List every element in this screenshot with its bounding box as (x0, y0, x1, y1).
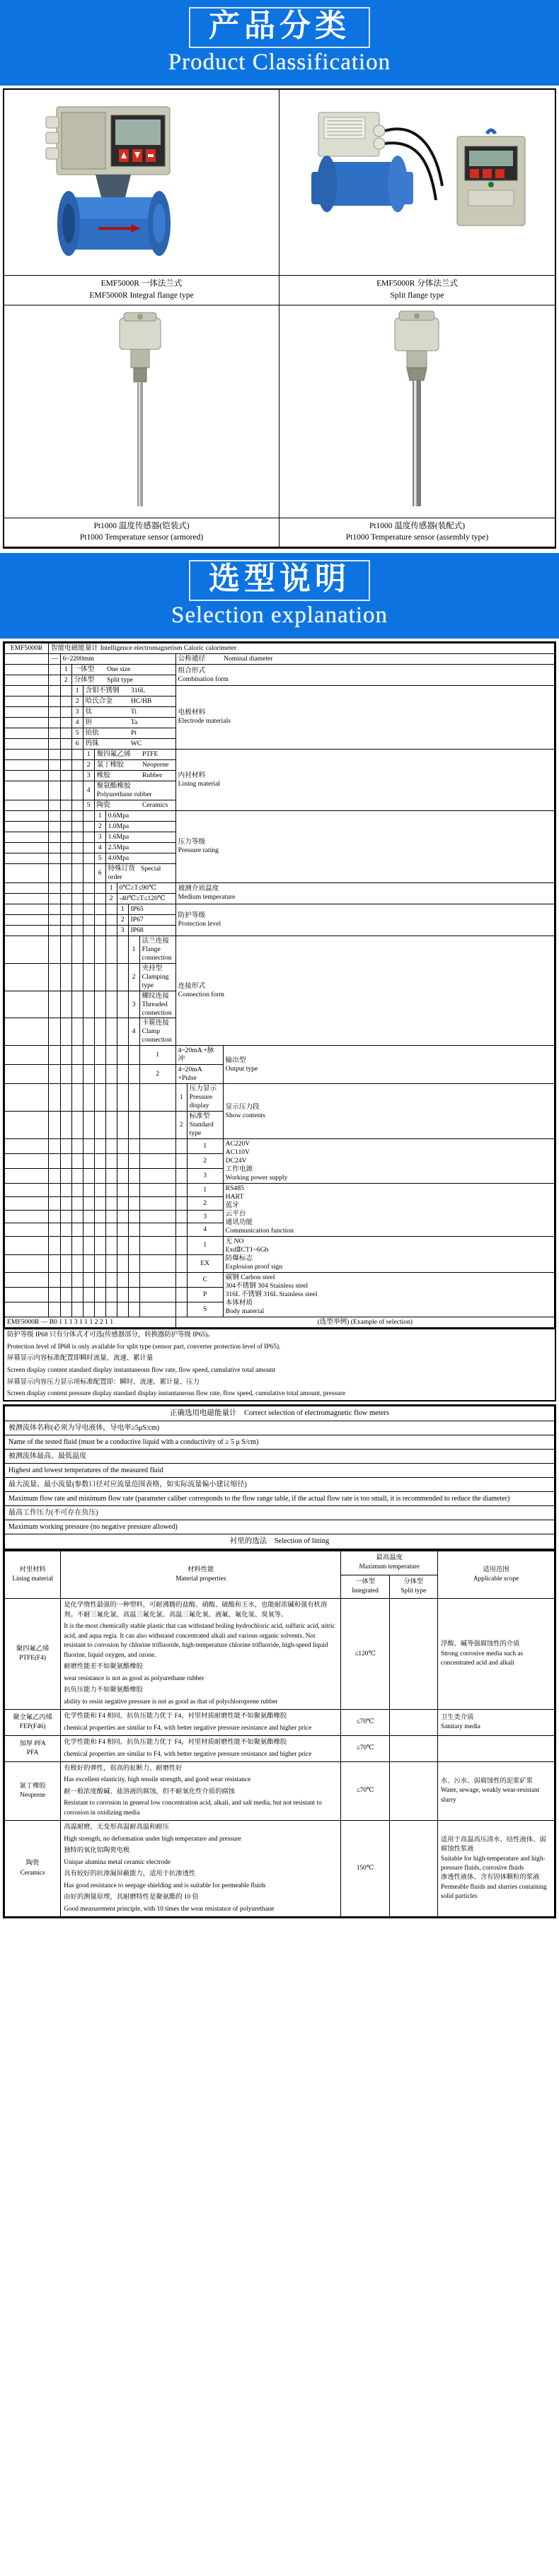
pressure-value: 1.6Mpa (105, 832, 175, 842)
selection-row-display-1 (5, 1084, 555, 1112)
lining-code: 4 (83, 781, 94, 800)
electrode-value: 钨铢 WC (83, 738, 175, 749)
lining-value: 聚四氟乙烯 PTFE (94, 749, 175, 759)
lining-temp-split (389, 1821, 437, 1917)
lining-material-table-wrap (3, 1551, 556, 1919)
selection-row-model (5, 643, 555, 654)
lining-material-properties: 有极好的弹性，很高的扯断力、耐磨性好 Has excellent elasticity, high tensile strength, and good wear resistance 耐一般浓度酸碱、盐溶液的腐蚀，但不耐氧化性介质的腐蚀 Resistant to corrosion in general low concentration acid, alkali, and salt media, but not resistant to corrosion in oxidizing media (61, 1762, 341, 1821)
correct-selection-row (5, 1520, 555, 1534)
lining-code: 5 (83, 800, 94, 810)
selection-table (4, 643, 555, 1328)
selection-row-explosion-1 (5, 1237, 555, 1254)
lining-code: 1 (83, 749, 94, 759)
selection-row-diameter (5, 654, 555, 665)
lining-material-properties: 是化学惰性最强的一种塑料，可耐沸腾的盐酸、硝酸、硫酸和王水，也能耐浓碱和强有机溶剂。不耐三氟化氯、高温三氟化氯、高温三氟化氧、液氟、氟化氢、臭氧等。 It is the most chemically stable plastic that can withstand boiling hydrochloric acid, sulfuric acid, nitric acid, and aqua regia. It can also withstand concentrated alkali and various organic solvents. Not resistant to corrosion by chlorine trifluoride, high-temperature chlorine trifluoride, high-speed liquid fluorine, liquid oxygen, and ozone. 耐磨性能差不如聚氨酯橡胶 wear resistance is not as good as polyurethane rubber 抗负压能力不如聚氨酯橡胶 ability to resist negative pressure is not as good as that of polychloroprene rubber (61, 1599, 341, 1710)
model-code: EMF5000R (5, 643, 49, 654)
lining-scope: 卫生类介质 Sanitary media (437, 1710, 554, 1736)
pressure-value: 2.5Mpa (105, 842, 175, 853)
combination-code: 1 (60, 665, 71, 675)
selection-row-electrode-1 (5, 686, 555, 697)
electrode-value: 钛 Ti (83, 706, 175, 717)
power-code: 3 (187, 1169, 223, 1184)
connection-value: 螺纹连接 Threaded connection (139, 991, 175, 1018)
lining-header-scope: 适用范围 Applicable scope (437, 1551, 554, 1599)
comm-code: 2 (187, 1196, 223, 1210)
correct-selection-row (5, 1477, 555, 1491)
armored-temperature-sensor-icon (4, 305, 279, 518)
selection-notes (3, 1329, 556, 1401)
caption-en: Pt1000 Temperature sensor (armored) (79, 533, 204, 542)
note-3: Screen display content standard display instantaneous flow rate, flow speed, cumulative total amount (7, 1367, 276, 1375)
lining-temp-integrated: ≤70℃ (341, 1762, 389, 1821)
note-0: 防护等级 IP68 只有分体式才可选(传感器部分，转换器防护等级 IP65)。 (7, 1331, 214, 1339)
cs-line-1: Name of the tested fluid (must be a conductive liquid with a conductivity of ≥ 5 μ S/cm) (5, 1435, 555, 1449)
lining-header-properties: 材料性能 Material properties (61, 1551, 341, 1599)
lining-value: 氯丁橡胶 Neoprene (94, 759, 175, 770)
selection-row-body-1 (5, 1273, 555, 1288)
note-5: Screen display content pressure display standard display instantaneous flow rate, flow speed, cumulative total amount, pressure (7, 1390, 345, 1398)
pressure-code: 5 (94, 853, 105, 863)
connection-code: 2 (128, 963, 139, 991)
comm-opt-0: RS485 (225, 1184, 244, 1193)
body-code: S (187, 1302, 223, 1317)
explosion-opt-1: ExdⅡCT1~6Gb (225, 1246, 269, 1254)
electrode-value: 含钼不锈钢 316L (83, 686, 175, 697)
electrode-code: 4 (71, 717, 83, 728)
lining-code: 2 (83, 759, 94, 770)
power-opt-2: DC24V (225, 1157, 247, 1165)
cs-line-5: Maximum flow rate and minimum flow rate (parameter caliber corresponds to the flow range table, if the actual flow rate is too small, it is recommended to reduce the diameter) (5, 1491, 555, 1505)
caption-en: Split flange type (390, 291, 444, 300)
output-value: 4~20mA +脉冲 (175, 1046, 223, 1065)
lining-material-name: 陶瓷 Ceramics (5, 1821, 61, 1917)
banner2-title-en: Selection explanation (171, 602, 388, 629)
selection-row-protection-1 (5, 904, 555, 914)
lining-value: 橡胶 Rubber (94, 770, 175, 781)
cs-line-7: Maximum working pressure (no negative pressure allowed) (5, 1520, 555, 1534)
selection-row-pressure-1 (5, 810, 555, 821)
cs-line-4: 最大流量、最小流量(参数口径对应流量范围表格，如实际流量偏小建议缩径) (5, 1477, 555, 1491)
medtemp-value: -40℃≥T≤120℃ (117, 893, 175, 904)
diameter-label: 公称通径 Nominal diameter (175, 654, 554, 665)
lining-material-table (4, 1551, 555, 1918)
caption-cn: EMF5000R 分体法兰式 (376, 279, 458, 289)
medtemp-label: 被测介质温度 Medium temperature (175, 882, 554, 904)
power-code: 1 (187, 1139, 223, 1154)
correct-selection-table (4, 1406, 555, 1549)
comm-opt-3: 云平台 (225, 1210, 246, 1218)
lining-temp-split (389, 1762, 437, 1821)
lining-row-neoprene (5, 1762, 555, 1821)
lining-row-ceramics (5, 1821, 555, 1917)
protection-label: 防护等级 Protection level (175, 904, 554, 936)
electrode-value: 铂依 Pt (83, 728, 175, 738)
lining-scope (437, 1736, 554, 1762)
combination-value: 分体型 Split type (71, 675, 175, 686)
pressure-code: 2 (94, 821, 105, 832)
correct-selection-title: 正确选用电磁能量计 Correct selection of electromagnetic flow meters (5, 1406, 555, 1421)
selection-row-combination-1 (5, 665, 555, 675)
combination-label: 组合形式 Combination form (175, 665, 554, 686)
lining-material-properties: 高温耐磨，无变形高温耐高温和耐压 High strength, no deformation under high temperature and pressure 独特的氧化铝陶瓷电极 Unique alumina metal ceramic electrode 具有较好的抗渗漏屏蔽能力，适用于抗渗透性 Has good resistance to seepage shielding and is suitable for permeable fluids 由好的测量原理，其耐磨特性是聚氨酯的 10 倍 Good measurement principle, with 10 times the wear resistance of polyurethane (61, 1821, 341, 1917)
output-code: 2 (139, 1065, 175, 1084)
caption-cn: Pt1000 温度传感器(装配式) (369, 521, 466, 530)
caption-en: EMF5000R Integral flange type (89, 291, 194, 300)
lining-value: 聚氨酯橡胶 Polyurethane rubber (94, 781, 175, 800)
lining-material-name: 聚四氟乙烯 PTFE(F4) (5, 1599, 61, 1710)
correct-selection-row (5, 1435, 555, 1449)
body-code: P (187, 1288, 223, 1302)
connection-code: 3 (128, 991, 139, 1018)
product-caption-armored (4, 518, 279, 547)
lining-material-name: 聚全氟乙丙烯 FEP(F46) (5, 1710, 61, 1736)
model-name-en: Intelligence electromagnetism Caloric calorimeter (100, 644, 237, 653)
banner-title-cn: 产品分类 (189, 7, 370, 48)
lining-header-row-1 (5, 1551, 555, 1575)
protection-value: IP65 (128, 904, 175, 914)
comm-opt-2: 蓝牙 (225, 1201, 239, 1210)
lining-temp-integrated: 150℃ (341, 1821, 389, 1917)
integral-flange-flowmeter-icon (4, 90, 279, 275)
medtemp-value: 0℃≥T≤90℃ (117, 882, 175, 893)
connection-code: 1 (128, 936, 139, 963)
body-code: C (187, 1273, 223, 1288)
combination-code: 2 (60, 675, 71, 686)
lining-label: 内衬材料 Lining material (175, 749, 554, 810)
connection-value: 卡箍连接 Clamp connection (139, 1018, 175, 1046)
lining-header-material: 衬里材料 Lining material (5, 1551, 61, 1599)
electrode-value: 钽 Ta (83, 717, 175, 728)
explosion-label: 无 NO ExdⅡCT1~6Gb 防爆标志 Explosion proof sign (223, 1237, 554, 1273)
selection-row-power-1 (5, 1139, 555, 1154)
lining-material-name: 加厚 PFA PFA (5, 1736, 61, 1762)
pressure-code: 3 (94, 832, 105, 842)
pressure-label: 压力等级 Pressure rating (175, 810, 554, 882)
protection-code: 2 (117, 914, 128, 925)
lining-scope: 适用于高温高压清水、结性液体、弱腐蚀性浆液 Suitable for high-temperature and high-pressure fluids, corrosive fluids 渗透性液体、含有固体颗粒的浆液 Permeable fluids and slurries containing solid particles (437, 1821, 554, 1917)
lining-temp-split (389, 1599, 437, 1710)
lining-selection-title: 衬里的选法 Selection of lining (5, 1534, 555, 1549)
split-flange-flowmeter-icon (280, 90, 555, 275)
assembly-temperature-sensor-icon (280, 305, 555, 518)
correct-selection-block (3, 1404, 556, 1551)
pressure-code: 6 (94, 863, 105, 882)
lining-value: 陶瓷 Ceramics (94, 800, 175, 810)
pressure-value: 1.0Mpa (105, 821, 175, 832)
note-1: Protection level of IP68 is only available for split type (sensor part, converter protection level of IP65). (7, 1343, 281, 1351)
pressure-code: 1 (94, 810, 105, 821)
electrode-value: 哈氏合金 HC/HB (83, 696, 175, 706)
lining-temp-integrated: ≤70℃ (341, 1736, 389, 1762)
lining-row-fep (5, 1710, 555, 1736)
selection-table-wrap (3, 641, 556, 1329)
diameter-value: 6~2200mm (60, 654, 175, 665)
selection-row-medtemp-1 (5, 882, 555, 893)
display-code: 2 (175, 1112, 187, 1139)
combination-value: 一体型 One size (71, 665, 175, 675)
display-value: 标准型 Standard type (187, 1112, 223, 1139)
body-opt-2: 316L 不锈钢 316L Stainless steel (225, 1290, 318, 1299)
electrode-label: 电极材料 Electrode materials (175, 686, 554, 750)
lining-temp-split (389, 1736, 437, 1762)
cs-line-3: Highest and lowest temperatures of the measured fluid (5, 1463, 555, 1477)
protection-value: IP67 (128, 914, 175, 925)
protection-code: 3 (117, 925, 128, 936)
lining-code: 3 (83, 770, 94, 781)
correct-selection-row (5, 1463, 555, 1477)
lining-header-temp: 最高温度 Maximum temperature (341, 1551, 437, 1575)
banner-selection-explanation (0, 553, 559, 639)
electrode-code: 2 (71, 696, 83, 706)
selection-row-output-1 (5, 1046, 555, 1065)
explosion-code: 1 (187, 1237, 223, 1254)
diameter-code: — (49, 654, 61, 665)
cs-line-0: 被测流体名称(必须为导电液体，导电率≥5μS/cm) (5, 1421, 555, 1435)
correct-selection-row (5, 1449, 555, 1463)
cs-line-2: 被测流体最高、最低温度 (5, 1449, 555, 1463)
lining-material-properties: 化学性能和 F4 相同，抗负压能力优于 F4，衬里材质耐磨性能不如聚氨酯橡胶 chemical properties are similar to F4, with better negative pressure resistance and higher price (61, 1736, 341, 1762)
product-cell-integral (4, 90, 280, 305)
medtemp-code: 2 (105, 893, 117, 904)
comm-code: 1 (187, 1184, 223, 1197)
lining-material-properties: 化学性能和 F4 相同，抗负压能力优于 F4，衬里材质耐磨性能不如聚氨酯橡胶 chemical properties are similar to F4, with better negative pressure resistance and higher price (61, 1710, 341, 1736)
note-4: 屏幕显示内容压力显示项标准配置即：瞬时、流速、累计量、压力 (7, 1378, 200, 1386)
lining-header-temp-integrated: 一体型 Integrated (341, 1575, 389, 1599)
cs-line-6: 最高工作压力(不可存在负压) (5, 1505, 555, 1520)
product-caption-assembly (280, 518, 555, 547)
selection-row-comm-1 (5, 1184, 555, 1197)
selection-row-lining-1 (5, 749, 555, 759)
lining-header-temp-split: 分体型 Split type (389, 1575, 437, 1599)
protection-code: 1 (117, 904, 128, 914)
protection-value: IP68 (128, 925, 175, 936)
caption-en: Pt1000 Temperature sensor (assembly type) (345, 533, 489, 542)
product-cell-split (280, 90, 555, 305)
output-value: 4~20mA +Pulse (175, 1065, 223, 1084)
body-opt-1: 304不锈钢 304 Stainless steel (225, 1282, 309, 1290)
comm-code: 4 (187, 1223, 223, 1237)
electrode-code: 1 (71, 686, 83, 697)
product-grid (3, 88, 556, 549)
electrode-code: 6 (71, 738, 83, 749)
selection-row-connection-1 (5, 936, 555, 963)
connection-label: 连接形式 Connection form (175, 936, 554, 1046)
power-code: 2 (187, 1154, 223, 1169)
correct-selection-row (5, 1505, 555, 1520)
pressure-value: 4.0Mpa (105, 853, 175, 863)
display-code: 1 (175, 1084, 187, 1112)
banner-product-classification (0, 0, 559, 86)
lining-material-name: 氯丁橡胶 Neoprene (5, 1762, 61, 1821)
power-opt-0: AC220V (225, 1140, 250, 1148)
lining-temp-integrated: ≤120℃ (341, 1599, 389, 1710)
explosion-opt-0: 无 NO (225, 1237, 244, 1246)
connection-value: 法兰连接 Flange connection (139, 936, 175, 963)
display-label: 显示压力段 Show contents (223, 1084, 554, 1139)
lining-selection-title-row (5, 1534, 555, 1549)
lining-scope: 浮酸、碱等强腐蚀性的介质 Strong corrosive media such as concentrated acid and alkali (437, 1599, 554, 1710)
correct-selection-row (5, 1491, 555, 1505)
power-opt-1: AC110V (225, 1148, 250, 1157)
pressure-value: 0.6Mpa (105, 810, 175, 821)
body-label: 碳钢 Carbon steel 304不锈钢 304 Stainless steel 316L 不锈钢 316L Stainless steel 本体材质 Body material (223, 1273, 554, 1317)
pressure-value: 特殊订货 Special order (105, 863, 175, 882)
model-desc (49, 643, 555, 654)
lining-row-pfa (5, 1736, 555, 1762)
electrode-code: 5 (71, 728, 83, 738)
banner-title-en: Product Classification (168, 49, 391, 76)
lining-temp-split (389, 1710, 437, 1736)
product-caption-split (280, 275, 555, 304)
product-row-2 (4, 305, 555, 547)
caption-cn: Pt1000 温度传感器(铠装式) (93, 521, 190, 530)
display-value: 压力显示 Pressure display (187, 1084, 223, 1112)
caption-cn: EMF5000R 一体法兰式 (100, 279, 183, 289)
product-cell-armored-sensor (4, 305, 280, 547)
product-cell-assembly-sensor (280, 305, 555, 547)
example-label: (选型举例) (Example of selection) (175, 1317, 554, 1327)
body-opt-0: 碳钢 Carbon steel (225, 1274, 275, 1282)
medtemp-code: 1 (105, 882, 117, 893)
banner2-title-cn: 选型说明 (189, 560, 370, 601)
correct-selection-header (5, 1406, 555, 1421)
explosion-code: EX (187, 1254, 223, 1272)
product-row-1 (4, 90, 555, 305)
lining-temp-integrated: ≤70℃ (341, 1710, 389, 1736)
output-code: 1 (139, 1046, 175, 1065)
lining-row-ptfe (5, 1599, 555, 1710)
electrode-code: 3 (71, 706, 83, 717)
correct-selection-row (5, 1421, 555, 1435)
connection-code: 4 (128, 1018, 139, 1046)
model-name-cn: 智能电磁能量计 (51, 644, 99, 653)
connection-value: 夹持型 Clamping type (139, 963, 175, 991)
comm-code: 3 (187, 1210, 223, 1223)
note-2: 屏幕显示内容标准配置即瞬时流量、流速、累计量 (7, 1355, 154, 1363)
output-label: 输出型 Output type (223, 1046, 554, 1084)
comm-opt-1: HART (225, 1193, 244, 1201)
power-label: AC220V AC110V DC24V 工作电源 Working power supply (223, 1139, 554, 1184)
lining-scope: 水、污水、弱腐蚀性的泥浆矿浆 Water, sewage, weakly wear-resistant slurry (437, 1762, 554, 1821)
product-caption-integral (4, 275, 279, 304)
pressure-code: 4 (94, 842, 105, 853)
example-code: EMF5000R — B0 1 1 1 3 1 1 1 2 2 1 1 (5, 1317, 176, 1327)
selection-row-example (5, 1317, 555, 1327)
comm-label: RS485 HART 蓝牙 云平台 通讯功能 Communication function (223, 1184, 554, 1237)
